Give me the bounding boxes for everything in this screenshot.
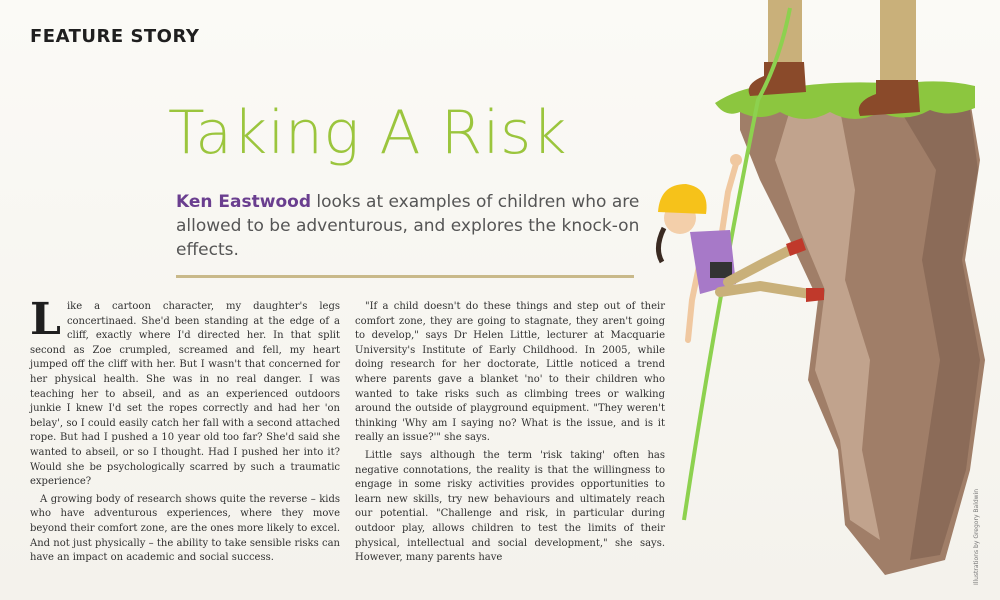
climbing-illustration [640, 0, 1000, 600]
standfirst-text: looks at examples of children who are allowed to be adventurous, and explores the knock-on effects. [176, 192, 640, 260]
boot-left [749, 62, 806, 96]
body-paragraph: A growing body of research shows quite the reverse – kids who have adventurous experiences, where they move beyond their comfort zone, are the ones more likely to excel. And not just physically – the ability to take sensible risks can have an impact on academic and social success. [30, 493, 340, 564]
hair [658, 228, 664, 262]
divider-rule [176, 275, 634, 278]
body-paragraph: Little says although the term 'risk taking' often has negative connotations, the reality is that the willingness to engage in some risky activities provides opportunities to learn new skills, try new behaviours and ultimately reach our potential. "Challenge and risk, in particular during outdoor play, allows children to test the limits of their physical, intellectual and social development," she says. However, many parents have [355, 449, 665, 564]
leg-upper [728, 250, 790, 282]
body-column-2 [355, 300, 665, 569]
raised-hand [730, 154, 742, 166]
illustration-credit: Illustrations by Gregory Baldwin [973, 488, 980, 585]
leg-lower [720, 286, 810, 294]
author-name: Ken Eastwood [176, 192, 311, 212]
article-standfirst [176, 190, 646, 262]
standing-leg-right [880, 0, 916, 82]
drop-cap: L [30, 294, 61, 345]
helmet [658, 184, 707, 214]
article-headline: Taking A Risk [168, 98, 567, 168]
section-label: FEATURE STORY [30, 26, 200, 47]
shoe-lower [806, 288, 824, 302]
body-paragraph: "If a child doesn't do these things and step out of their comfort zone, they are going to stagnate, they aren't going to develop," says Dr Helen Little, lecturer at Macquarie University's Institute of Early Childhood. In 2005, while doing research for her doctorate, Little noticed a trend where parents gave a blanket 'no' to their children who wanted to take risks such as climbing trees or walking around the outside of playground equipment. "They weren't thinking 'Why am I saying no? What is the issue, and is it really an issue?'" she says. [355, 301, 665, 444]
harness [710, 262, 732, 278]
body-column-1 [30, 294, 340, 569]
body-paragraph [30, 294, 340, 490]
paragraph-text: ike a cartoon character, my daughter's legs concertinaed. She'd been standing at the edge of a cliff, exactly where I'd directed her. In that split second as Zoe crumpled, screamed and fell, my heart jumped off the cliff with her. But I wasn't that concerned for her physical health. She was in no real danger. I was teaching her to abseil, and as an experienced outdoors junkie I knew I'd set the ropes correctly and had her 'on belay', so I could easily catch her fall with a second attached rope. But had I pushed a 10 year old too far? She'd said she wanted to abseil, or so I thought. Had I pushed her into it? Would she be psychologically scarred by such a traumatic experience? [30, 301, 340, 488]
